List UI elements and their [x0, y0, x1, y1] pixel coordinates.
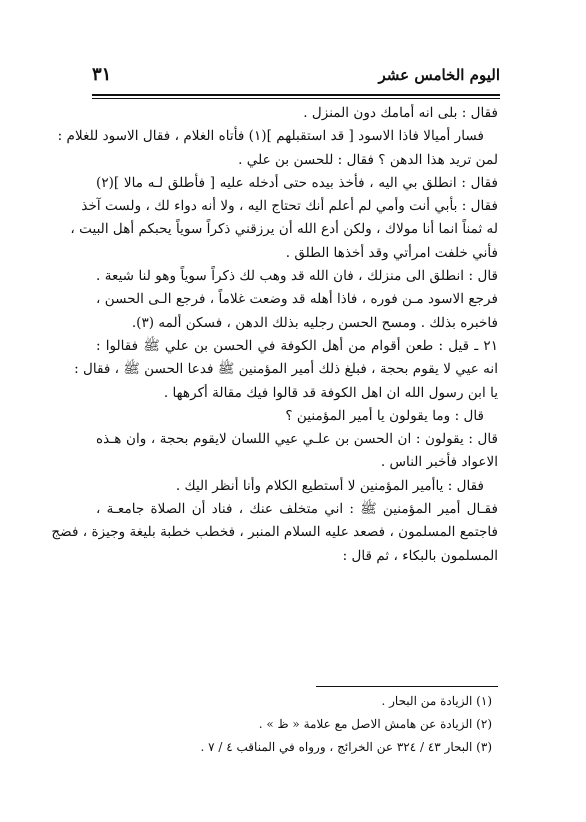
text-line: فأني خلفت امرأتي وقد أخذها الطلق . — [285, 244, 498, 261]
body-text — [51, 102, 498, 568]
text-line: له ثمناً انما أنا مولاك ، ولكن أدع الله أن يرزقني ذكراً سوياً يحبكم أهل البيت ، — [70, 221, 498, 238]
text-line: قال : انطلق الى منزلك ، فان الله قد وهب لك ذكراً سوياً وهو لنا شيعة . — [96, 268, 498, 285]
text-line: فرجع الاسود مـن فوره ، فاذا أهله قد وضعت غلاماً ، فرجع الـى الحسن ، — [96, 291, 498, 308]
text-line: انه عيي لا يقوم بحجة ، فبلغ ذلك أمير المؤمنين ﷺ فدعا الحسن ﷺ ، فقال : — [74, 361, 498, 378]
text-line: فاخبره بذلك . ومسح الحسن رجليه بذلك الدهن ، فسكن ألمه (٣). — [131, 314, 498, 331]
text-line: لمن تريد هذا الدهن ؟ فقال : للحسن بن علي . — [238, 151, 498, 168]
text-line: فقال : ياأمير المؤمنين لا أستطيع الكلام وأنا أنظر اليك . — [175, 477, 484, 494]
text-line: فقال : بلى انه أمامك دون المنزل . — [303, 105, 498, 121]
running-title: اليوم الخامس عشر — [378, 66, 500, 84]
header-rule-thin — [92, 98, 500, 99]
footnote: (٣) البحار ٤٣ / ٣٢٤ عن الخرائج ، ورواه في المناقب ٤ / ٧ . — [200, 740, 492, 754]
footnotes — [96, 690, 498, 759]
footnote: (٢) الزيادة عن هامش الاصل مع علامة « ظ » . — [258, 717, 492, 731]
text-line: الاعواد فأخبر الناس . — [380, 454, 498, 471]
text-line: فاجتمع المسلمون ، فصعد عليه السلام المنبر ، فخطب خطبة بليغة وجيزة ، فضج — [51, 524, 498, 541]
text-line: فسار أميالا فاذا الاسود [ قد استقبلهم ](١) فأتاه الغلام ، فقال الاسود للغلام : — [57, 128, 484, 145]
text-line: قال : يقولون : ان الحسن بن علـي عيي اللسان لايقوم بحجة ، وان هـذه — [96, 431, 498, 448]
text-line: فقـال أمير المؤمنين ﷺ : اني متخلف عنك ، فناد أن الصلاة جامعـة ، — [96, 501, 498, 518]
text-line: المسلمون بالبكاء ، ثم قال : — [342, 547, 498, 564]
text-line: فقال : انطلق بي اليه ، فأخذ بيده حتى أدخله عليه [ فأطلق لـه مالا ](٢) — [96, 174, 498, 191]
text-line: يا ابن رسول الله ان اهل الكوفة قد قالوا فيك مقالة أكرهها . — [163, 384, 498, 401]
page-header — [92, 66, 500, 90]
text-line: قال : وما يقولون يا أمير المؤمنين ؟ — [285, 407, 484, 424]
text-line: فقال : بأبي أنت وأمي لم أعلم أنك تحتاج اليه ، ولا أنه دواء لك ، ولست آخذ — [81, 198, 498, 215]
footnote: (١) الزيادة من البحار . — [381, 694, 492, 708]
page-number: ٣١ — [92, 64, 112, 85]
footnote-rule — [316, 686, 498, 687]
text-line: ٢١ ـ قيل : طعن أقوام من أهل الكوفة في الحسن بن علي ﷺ فقالوا : — [96, 337, 498, 354]
header-rule — [92, 94, 500, 96]
